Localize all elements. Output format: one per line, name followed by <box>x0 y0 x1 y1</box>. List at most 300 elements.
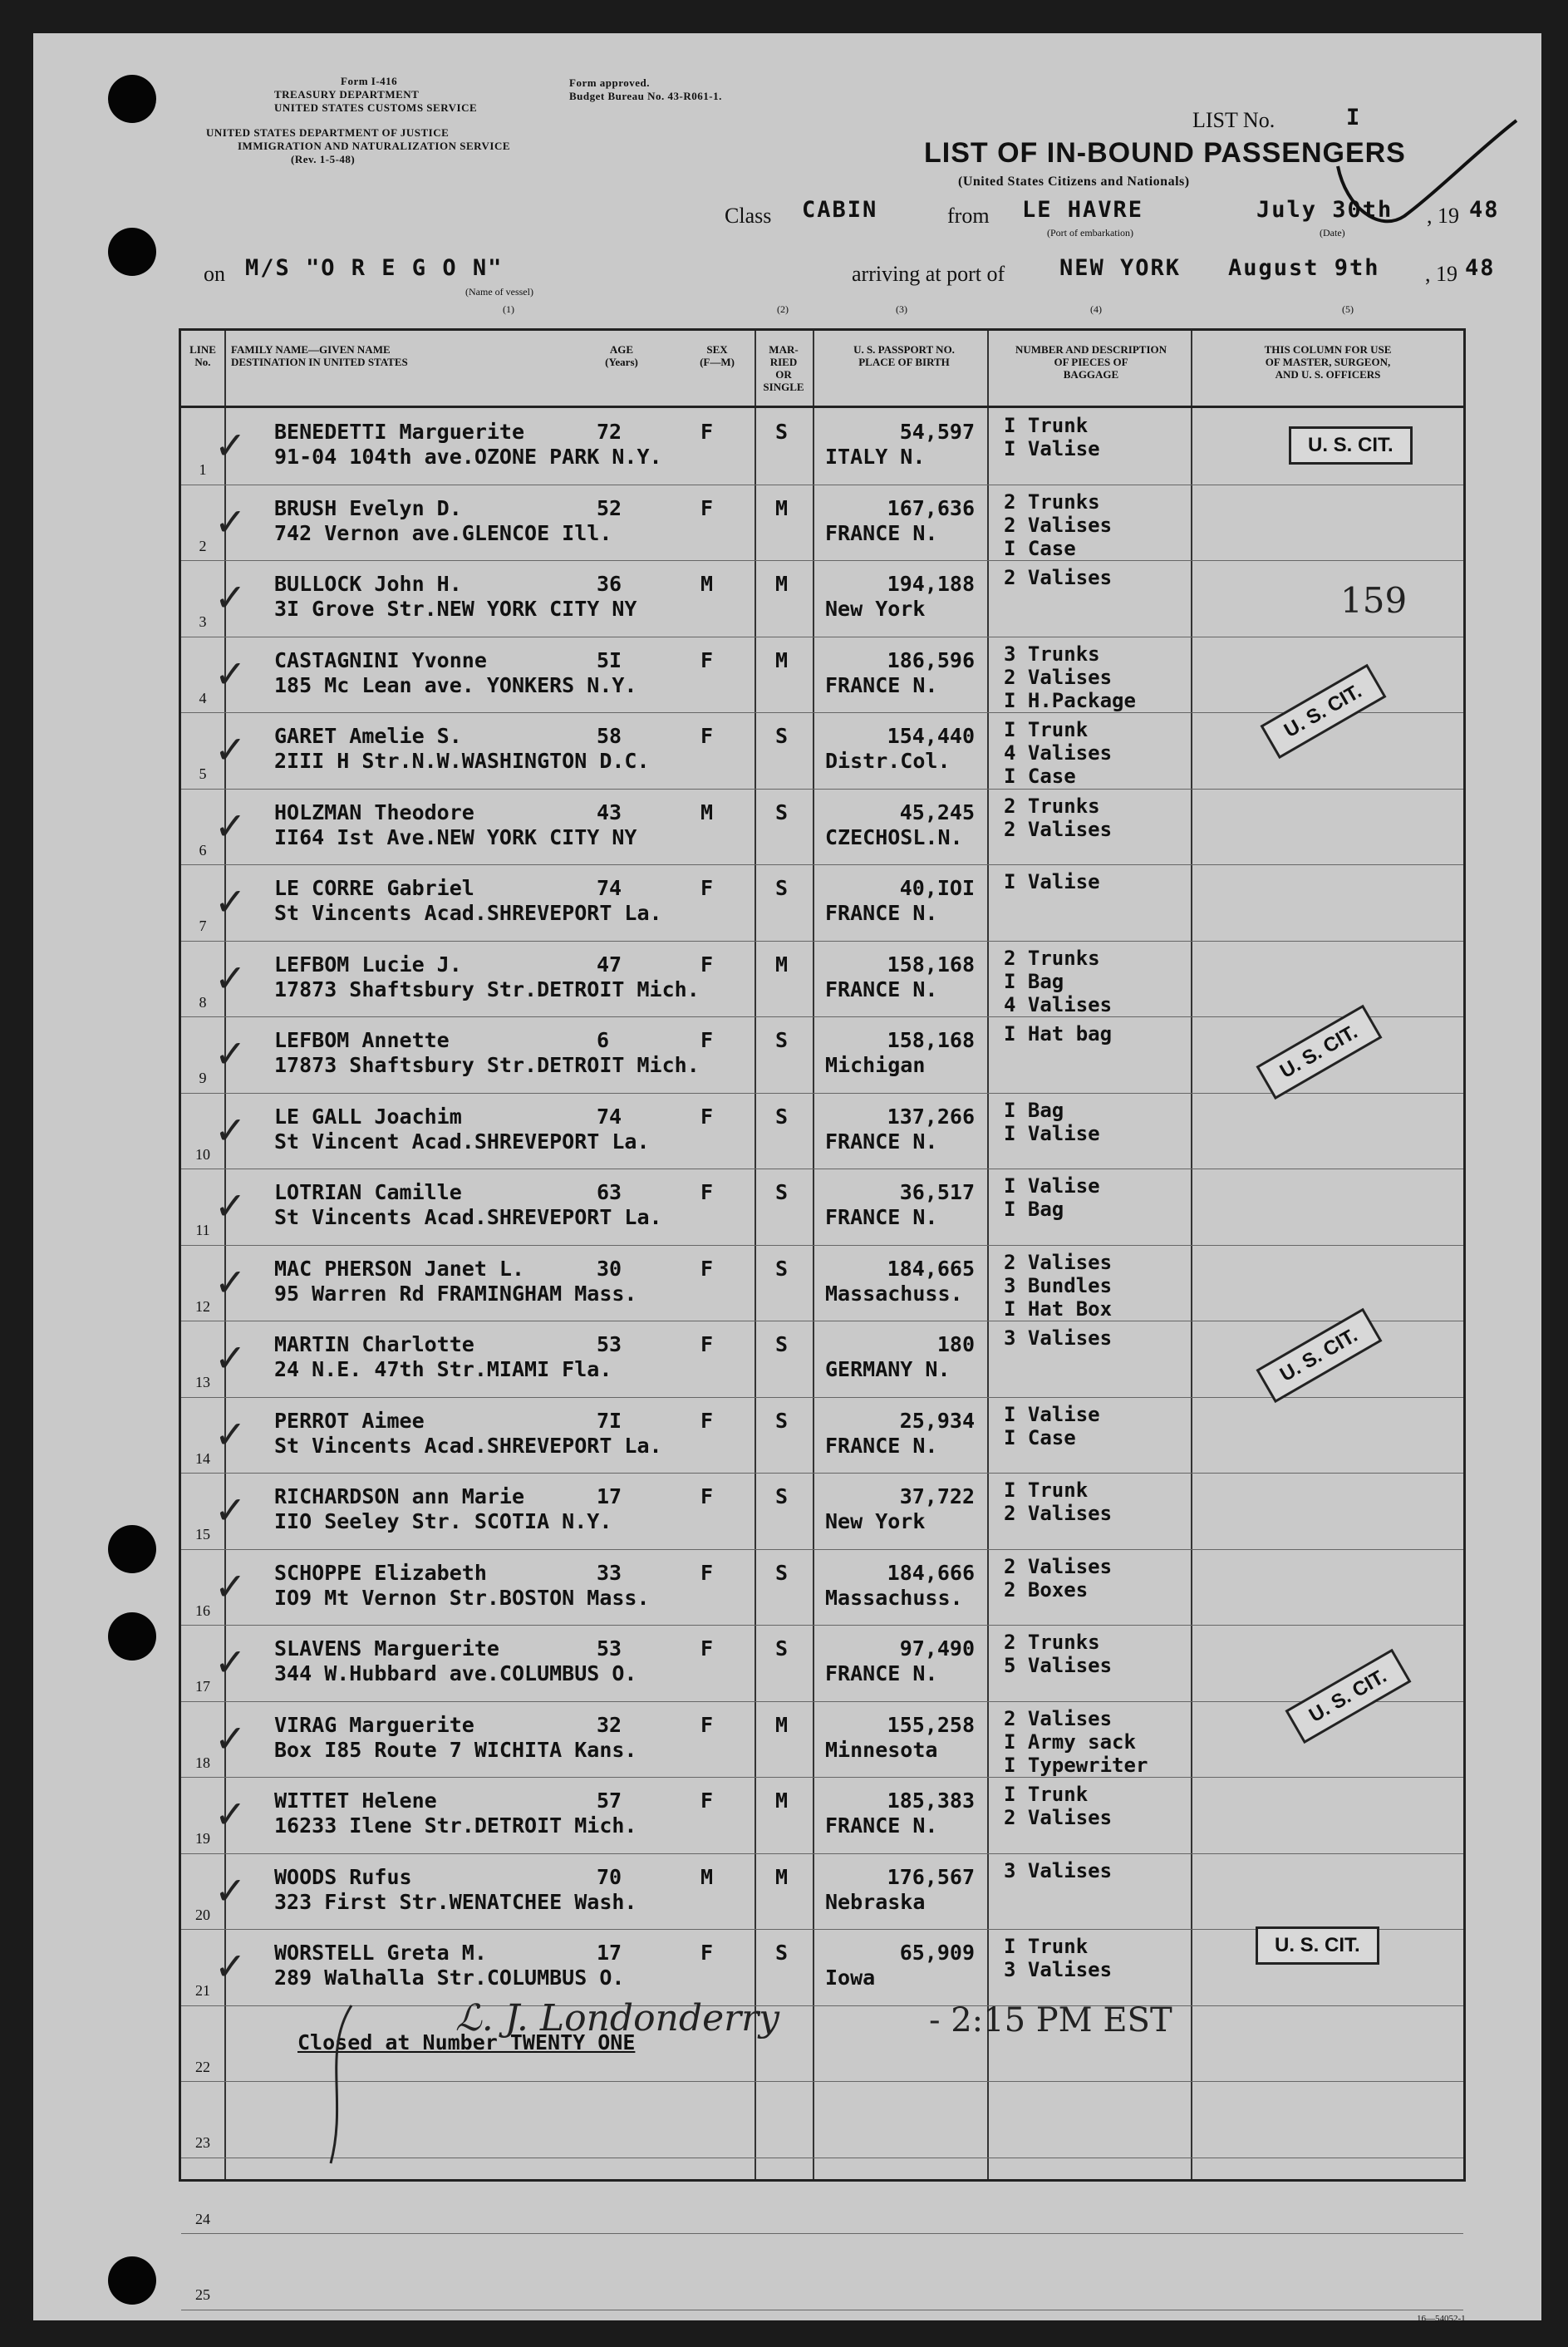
list-no-label: LIST No. <box>1192 108 1276 132</box>
baggage-item: 2 Valises <box>1004 1502 1113 1525</box>
table-row <box>181 1625 1463 1700</box>
print-code: 16—54052-1 <box>1417 2314 1466 2324</box>
manifest-page <box>33 33 1541 2324</box>
place-of-birth: Massachuss. <box>825 1585 963 1610</box>
header-married: MAR- RIED OR SINGLE <box>763 343 804 393</box>
header-line-no: LINE No. <box>189 343 216 368</box>
passport-number: 25,934 <box>899 1408 975 1433</box>
place-of-birth: New York <box>825 1509 926 1533</box>
baggage-item: 2 Trunks <box>1004 490 1100 514</box>
marital-status: S <box>775 1560 789 1585</box>
customs-service: UNITED STATES CUSTOMS SERVICE <box>274 101 478 114</box>
us-cit-stamp: U. S. CIT. <box>1256 1308 1382 1403</box>
place-of-birth: FRANCE N. <box>825 977 938 1001</box>
line-number: 12 <box>195 1297 210 1315</box>
passenger-destination: IO9 Mt Vernon Str.BOSTON Mass. <box>274 1585 650 1610</box>
passenger-name: LEFBOM Lucie J. <box>274 952 462 977</box>
passenger-destination: 344 W.Hubbard ave.COLUMBUS O. <box>274 1661 637 1685</box>
passenger-destination: 16233 Ilene Str.DETROIT Mich. <box>274 1813 637 1838</box>
line-number: 11 <box>195 1222 210 1238</box>
passenger-sex: M <box>700 572 714 596</box>
passenger-sex: F <box>700 1560 714 1585</box>
passenger-sex: F <box>700 420 714 444</box>
punch-hole <box>108 1612 156 1661</box>
vessel-caption: (Name of vessel) <box>465 286 533 298</box>
revision-date: (Rev. 1-5-48) <box>291 153 356 165</box>
checkmark-icon: ✓ <box>214 955 247 1001</box>
baggage-item: I Trunk <box>1004 1935 1089 1958</box>
table-row <box>181 408 1463 484</box>
header-name: FAMILY NAME—GIVEN NAME DESTINATION IN UNITED STATES <box>231 343 408 368</box>
line-number: 17 <box>195 1678 210 1695</box>
baggage-item: 4 Valises <box>1004 992 1113 1016</box>
baggage-item: I Army sack <box>1004 1729 1136 1754</box>
checkmark-icon: ✓ <box>214 1107 247 1153</box>
baggage-item: 2 Trunks <box>1004 946 1100 970</box>
passenger-destination: 3I Grove Str.NEW YORK CITY NY <box>274 597 637 621</box>
passport-number: 186,596 <box>887 647 975 672</box>
place-of-birth: GERMANY N. <box>825 1357 951 1381</box>
baggage-item: I Valise <box>1004 1121 1100 1145</box>
closing-time: - 2:15 PM EST <box>929 2001 1172 2039</box>
baggage-item: 3 Valises <box>1004 1858 1113 1882</box>
passenger-age: 32 <box>597 1712 622 1737</box>
table-row <box>181 2081 1463 2157</box>
passenger-age: 47 <box>597 952 622 977</box>
passport-number: 36,517 <box>899 1180 975 1204</box>
line-number: 3 <box>199 613 207 630</box>
marital-status: S <box>775 724 789 748</box>
baggage-item: I Valise <box>1004 437 1100 460</box>
table-row <box>181 1169 1463 1244</box>
passenger-sex: F <box>700 1712 714 1737</box>
checkmark-icon: ✓ <box>214 1183 247 1228</box>
table-row <box>181 1777 1463 1853</box>
baggage-item: I Case <box>1004 1425 1076 1449</box>
passenger-age: 63 <box>597 1180 622 1204</box>
marital-status: M <box>775 495 789 520</box>
passenger-destination: 2III H Str.N.W.WASHINGTON D.C. <box>274 749 650 773</box>
header-passport: U. S. PASSPORT NO. PLACE OF BIRTH <box>853 343 955 368</box>
place-of-birth: FRANCE N. <box>825 1433 938 1458</box>
checkmark-icon: ✓ <box>214 1944 247 1989</box>
passenger-age: 74 <box>597 876 622 900</box>
baggage-item: 2 Valises <box>1004 513 1113 537</box>
place-of-birth: Distr.Col. <box>825 749 951 773</box>
baggage-item: I Bag <box>1004 1198 1064 1221</box>
baggage-item: I Valise <box>1004 1402 1100 1426</box>
passenger-name: LE CORRE Gabriel <box>274 876 474 900</box>
passenger-name: RICHARDSON ann Marie <box>274 1484 525 1508</box>
line-number: 2 <box>199 537 207 554</box>
punch-hole <box>108 228 156 276</box>
line-number: 1 <box>199 461 207 478</box>
passport-number: 154,440 <box>887 724 975 748</box>
treasury-dept: TREASURY DEPARTMENT <box>274 88 420 101</box>
passport-number: 184,666 <box>887 1560 975 1585</box>
passenger-sex: F <box>700 647 714 672</box>
baggage-item: 3 Valises <box>1004 1326 1113 1350</box>
passenger-destination: II64 Ist Ave.NEW YORK CITY NY <box>274 824 637 849</box>
baggage-item: I Bag <box>1004 969 1064 993</box>
baggage-item: 5 Valises <box>1004 1654 1113 1677</box>
place-of-birth: New York <box>825 597 926 621</box>
from-label: from <box>947 204 990 228</box>
passenger-destination: 185 Mc Lean ave. YONKERS N.Y. <box>274 672 637 697</box>
baggage-item: I Hat bag <box>1004 1022 1113 1046</box>
table-row <box>181 2158 1463 2233</box>
checkmark-icon: ✓ <box>214 1411 247 1457</box>
passenger-sex: F <box>700 1256 714 1281</box>
passenger-sex: F <box>700 1941 714 1965</box>
closed-statement: Closed at Number TWENTY ONE <box>297 2030 636 2054</box>
passenger-age: 43 <box>597 800 622 824</box>
port-embarkation-caption: (Port of embarkation) <box>1047 227 1133 239</box>
passenger-destination: 17873 Shaftsbury Str.DETROIT Mich. <box>274 1053 700 1077</box>
baggage-item: I Case <box>1004 765 1076 788</box>
baggage-item: 3 Valises <box>1004 1958 1113 1981</box>
baggage-item: I Hat Box <box>1004 1297 1113 1321</box>
passenger-name: PERROT Aimee <box>274 1408 425 1433</box>
place-of-birth: Iowa <box>825 1966 876 1990</box>
passport-number: 37,722 <box>899 1484 975 1508</box>
passenger-destination: Box I85 Route 7 WICHITA Kans. <box>274 1737 637 1762</box>
baggage-item: 2 Valises <box>1004 566 1113 589</box>
marital-status: S <box>775 800 789 824</box>
checkmark-icon: ✓ <box>214 727 247 772</box>
table-row <box>181 637 1463 712</box>
passenger-name: WITTET Helene <box>274 1789 437 1813</box>
passenger-sex: F <box>700 1180 714 1204</box>
passenger-destination: St Vincents Acad.SHREVEPORT La. <box>274 1433 662 1458</box>
passenger-name: LOTRIAN Camille <box>274 1180 462 1204</box>
line-number: 8 <box>199 993 207 1011</box>
line-number: 9 <box>199 1070 207 1086</box>
place-of-birth: Michigan <box>825 1053 926 1077</box>
checkmark-icon: ✓ <box>214 1031 247 1076</box>
passenger-sex: F <box>700 1408 714 1433</box>
line-number: 18 <box>195 1754 210 1771</box>
line-number: 6 <box>199 841 207 859</box>
line-number: 20 <box>195 1906 210 1923</box>
baggage-item: 3 Bundles <box>1004 1273 1113 1297</box>
passport-number: 155,258 <box>887 1712 975 1737</box>
form-number: Form I-416 <box>341 75 398 87</box>
passenger-sex: F <box>700 1104 714 1129</box>
marital-status: S <box>775 1484 789 1508</box>
table-row <box>181 1245 1463 1321</box>
passenger-destination: 323 First Str.WENATCHEE Wash. <box>274 1889 637 1914</box>
line-number: 7 <box>199 918 207 934</box>
col-num-3: (3) <box>896 303 907 315</box>
checkmark-icon: ✓ <box>214 879 247 924</box>
place-of-birth: Massachuss. <box>825 1281 963 1306</box>
passenger-name: CASTAGNINI Yvonne <box>274 647 487 672</box>
table-row <box>181 864 1463 940</box>
baggage-item: 2 Valises <box>1004 1706 1113 1730</box>
table-row <box>181 485 1463 560</box>
passenger-name: SCHOPPE Elizabeth <box>274 1560 487 1585</box>
passenger-age: 33 <box>597 1560 622 1585</box>
marital-status: M <box>775 1789 789 1813</box>
budget-bureau: Budget Bureau No. 43-R061-1. <box>569 90 722 102</box>
baggage-item: 2 Trunks <box>1004 1631 1100 1654</box>
class-label: Class <box>725 204 772 228</box>
passenger-name: GARET Amelie S. <box>274 724 462 748</box>
passenger-destination: IIO Seeley Str. SCOTIA N.Y. <box>274 1509 612 1533</box>
checkmark-icon: ✓ <box>214 499 247 544</box>
arrival-port: NEW YORK <box>1059 255 1182 281</box>
baggage-item: I Trunk <box>1004 1783 1089 1806</box>
marital-status: M <box>775 572 789 596</box>
passenger-name: BULLOCK John H. <box>274 572 462 596</box>
table-row <box>181 1093 1463 1169</box>
checkmark-icon: ✓ <box>214 803 247 849</box>
checkmark-icon: ✓ <box>214 1259 247 1305</box>
marital-status: S <box>775 1941 789 1965</box>
marital-status: S <box>775 1180 789 1204</box>
vessel-name: M/S "O R E G O N" <box>245 255 504 281</box>
passenger-sex: F <box>700 495 714 520</box>
place-of-birth: Nebraska <box>825 1889 926 1914</box>
punch-hole <box>108 1525 156 1573</box>
baggage-item: I Trunk <box>1004 1479 1089 1502</box>
marital-status: S <box>775 420 789 444</box>
handwritten-number: 159 <box>1340 580 1408 621</box>
table-row <box>181 1549 1463 1625</box>
baggage-item: I Trunk <box>1004 414 1089 437</box>
passport-number: 184,665 <box>887 1256 975 1281</box>
checkmark-icon: ✓ <box>214 1715 247 1761</box>
passenger-sex: F <box>700 1636 714 1661</box>
baggage-item: 3 Trunks <box>1004 642 1100 666</box>
passenger-name: BENEDETTI Marguerite <box>274 420 525 444</box>
passport-number: 185,383 <box>887 1789 975 1813</box>
checkmark-icon: ✓ <box>214 1488 247 1533</box>
table-row <box>181 1853 1463 1929</box>
passport-number: 194,188 <box>887 572 975 596</box>
form-approved: Form approved. <box>569 76 651 89</box>
passenger-sex: F <box>700 724 714 748</box>
table-row <box>181 941 1463 1016</box>
marital-status: S <box>775 1028 789 1052</box>
place-of-birth: FRANCE N. <box>825 520 938 545</box>
passenger-age: 52 <box>597 495 622 520</box>
ins-service: IMMIGRATION AND NATURALIZATION SERVICE <box>238 140 511 152</box>
passenger-destination: 742 Vernon ave.GLENCOE Ill. <box>274 520 612 545</box>
departure-date: July 30th <box>1256 197 1394 223</box>
passenger-sex: F <box>700 1028 714 1052</box>
class-value: CABIN <box>802 197 878 223</box>
passport-number: 167,636 <box>887 495 975 520</box>
baggage-item: I Valise <box>1004 870 1100 893</box>
place-of-birth: FRANCE N. <box>825 672 938 697</box>
marital-status: M <box>775 647 789 672</box>
baggage-item: I Trunk <box>1004 718 1089 741</box>
baggage-item: 2 Valises <box>1004 1806 1113 1829</box>
col-num-2: (2) <box>777 303 789 315</box>
passenger-sex: M <box>700 1864 714 1889</box>
place-of-birth: FRANCE N. <box>825 901 938 925</box>
departure-year: 48 <box>1469 197 1500 223</box>
baggage-item: I Case <box>1004 536 1076 560</box>
checkmark-icon: ✓ <box>214 1336 247 1380</box>
passenger-sex: F <box>700 1484 714 1508</box>
baggage-item: I Typewriter <box>1004 1753 1148 1777</box>
passport-number: 45,245 <box>899 800 975 824</box>
departure-year-prefix: , 19 <box>1427 204 1459 228</box>
us-cit-stamp: U. S. CIT. <box>1260 664 1386 759</box>
col-num-4: (4) <box>1090 303 1102 315</box>
passenger-destination: St Vincent Acad.SHREVEPORT La. <box>274 1129 650 1154</box>
passenger-age: 58 <box>597 724 622 748</box>
table-row <box>181 2233 1463 2309</box>
bracket-mark <box>314 2001 364 2167</box>
checkmark-icon: ✓ <box>214 1563 247 1609</box>
passenger-destination: 95 Warren Rd FRAMINGHAM Mass. <box>274 1281 637 1306</box>
justice-dept: UNITED STATES DEPARTMENT OF JUSTICE <box>206 126 450 139</box>
arrival-year: 48 <box>1465 255 1496 281</box>
table-row <box>181 789 1463 864</box>
marital-status: S <box>775 1104 789 1129</box>
passport-number: 137,266 <box>887 1104 975 1129</box>
passenger-age: 70 <box>597 1864 622 1889</box>
passenger-age: 6 <box>597 1028 610 1052</box>
line-number: 5 <box>199 765 207 782</box>
marital-status: S <box>775 1332 789 1356</box>
passenger-destination: St Vincents Acad.SHREVEPORT La. <box>274 1205 662 1229</box>
page-title: LIST OF IN-BOUND PASSENGERS <box>924 137 1406 169</box>
marital-status: M <box>775 1712 789 1737</box>
on-label: on <box>204 262 225 286</box>
header-officers: THIS COLUMN FOR USE OF MASTER, SURGEON, AND U. S. OFFICERS <box>1264 343 1392 381</box>
place-of-birth: FRANCE N. <box>825 1661 938 1685</box>
arrival-year-prefix: , 19 <box>1425 262 1457 286</box>
baggage-item: 2 Valises <box>1004 817 1113 841</box>
checkmark-icon: ✓ <box>214 1792 247 1837</box>
date-caption: (Date) <box>1320 227 1345 239</box>
passport-number: 158,168 <box>887 1028 975 1052</box>
line-number: 10 <box>195 1145 210 1163</box>
line-number: 19 <box>195 1830 210 1847</box>
line-number: 16 <box>195 1602 210 1619</box>
passport-number: 65,909 <box>899 1941 975 1965</box>
marital-status: S <box>775 1256 789 1281</box>
punch-hole <box>108 2256 156 2305</box>
passenger-name: MAC PHERSON Janet L. <box>274 1256 525 1281</box>
baggage-item: I Valise <box>1004 1174 1100 1198</box>
checkmark-icon: ✓ <box>214 575 247 620</box>
passenger-name: HOLZMAN Theodore <box>274 800 474 824</box>
header-age: AGE (Years) <box>605 343 638 368</box>
passport-number: 97,490 <box>899 1636 975 1661</box>
table-row <box>181 1397 1463 1473</box>
passenger-name: WORSTELL Greta M. <box>274 1941 487 1965</box>
passenger-destination: St Vincents Acad.SHREVEPORT La. <box>274 901 662 925</box>
table-row <box>181 560 1463 636</box>
passenger-destination: 91-04 104th ave.OZONE PARK N.Y. <box>274 445 662 469</box>
line-number: 24 <box>195 2210 210 2227</box>
line-number: 21 <box>195 1982 210 1999</box>
checkmark-icon: ✓ <box>214 1867 247 1913</box>
place-of-birth: CZECHOSL.N. <box>825 824 963 849</box>
passenger-name: MARTIN Charlotte <box>274 1332 474 1356</box>
passenger-destination: 17873 Shaftsbury Str.DETROIT Mich. <box>274 977 700 1001</box>
passenger-age: 17 <box>597 1484 622 1508</box>
passenger-name: SLAVENS Marguerite <box>274 1636 499 1661</box>
marital-status: M <box>775 1864 789 1889</box>
passenger-name: VIRAG Marguerite <box>274 1712 474 1737</box>
baggage-item: I Bag <box>1004 1098 1064 1122</box>
line-number: 13 <box>195 1374 210 1390</box>
passenger-sex: F <box>700 1789 714 1813</box>
list-no-value: I <box>1346 105 1362 130</box>
col-num-1: (1) <box>503 303 514 315</box>
marital-status: S <box>775 1636 789 1661</box>
marital-status: M <box>775 952 789 977</box>
us-cit-stamp: U. S. CIT. <box>1256 1005 1382 1100</box>
passenger-age: 53 <box>597 1636 622 1661</box>
place-of-birth: FRANCE N. <box>825 1129 938 1154</box>
us-cit-stamp: U. S. CIT. <box>1289 426 1413 465</box>
place-of-birth: FRANCE N. <box>825 1205 938 1229</box>
passenger-age: 57 <box>597 1789 622 1813</box>
checkmark-icon: ✓ <box>214 651 247 696</box>
passenger-age: 17 <box>597 1941 622 1965</box>
passenger-age: 36 <box>597 572 622 596</box>
passport-number: 176,567 <box>887 1864 975 1889</box>
place-of-birth: Minnesota <box>825 1737 938 1762</box>
passenger-name: WOODS Rufus <box>274 1864 412 1889</box>
passenger-table <box>179 328 1466 2303</box>
marital-status: S <box>775 876 789 900</box>
passenger-age: 53 <box>597 1332 622 1356</box>
passenger-age: 72 <box>597 420 622 444</box>
passenger-age: 30 <box>597 1256 622 1281</box>
passenger-sex: M <box>700 800 714 824</box>
passenger-destination: 24 N.E. 47th Str.MIAMI Fla. <box>274 1357 612 1381</box>
place-of-birth: ITALY N. <box>825 445 926 469</box>
marital-status: S <box>775 1408 789 1433</box>
passenger-destination: 289 Walhalla Str.COLUMBUS O. <box>274 1966 625 1990</box>
baggage-item: 2 Valises <box>1004 665 1113 689</box>
passport-number: 40,IOI <box>899 876 975 900</box>
officer-signature: ℒ. J. Londonderry <box>455 1997 780 2039</box>
port-embarkation: LE HAVRE <box>1022 197 1144 223</box>
passenger-name: LE GALL Joachim <box>274 1104 462 1129</box>
line-number: 15 <box>195 1526 210 1543</box>
table-row <box>181 1473 1463 1548</box>
baggage-item: 2 Valises <box>1004 1250 1113 1274</box>
passenger-age: 5I <box>597 647 622 672</box>
passport-number: 54,597 <box>899 420 975 444</box>
passenger-sex: F <box>700 876 714 900</box>
baggage-item: I H.Package <box>1004 688 1136 712</box>
header-baggage: NUMBER AND DESCRIPTION OF PIECES OF BAGGAGE <box>1015 343 1167 381</box>
passenger-age: 74 <box>597 1104 622 1129</box>
baggage-item: 2 Valises <box>1004 1554 1113 1578</box>
us-cit-stamp: U. S. CIT. <box>1285 1649 1411 1744</box>
passport-number: 180 <box>936 1332 975 1356</box>
line-number: 4 <box>199 689 207 706</box>
baggage-item: 4 Valises <box>1004 741 1113 765</box>
passenger-name: LEFBOM Annette <box>274 1028 450 1052</box>
punch-hole <box>108 75 156 123</box>
place-of-birth: FRANCE N. <box>825 1813 938 1838</box>
checkmark-icon: ✓ <box>214 1640 247 1685</box>
passenger-name: BRUSH Evelyn D. <box>274 495 462 520</box>
line-number: 25 <box>195 2286 210 2303</box>
